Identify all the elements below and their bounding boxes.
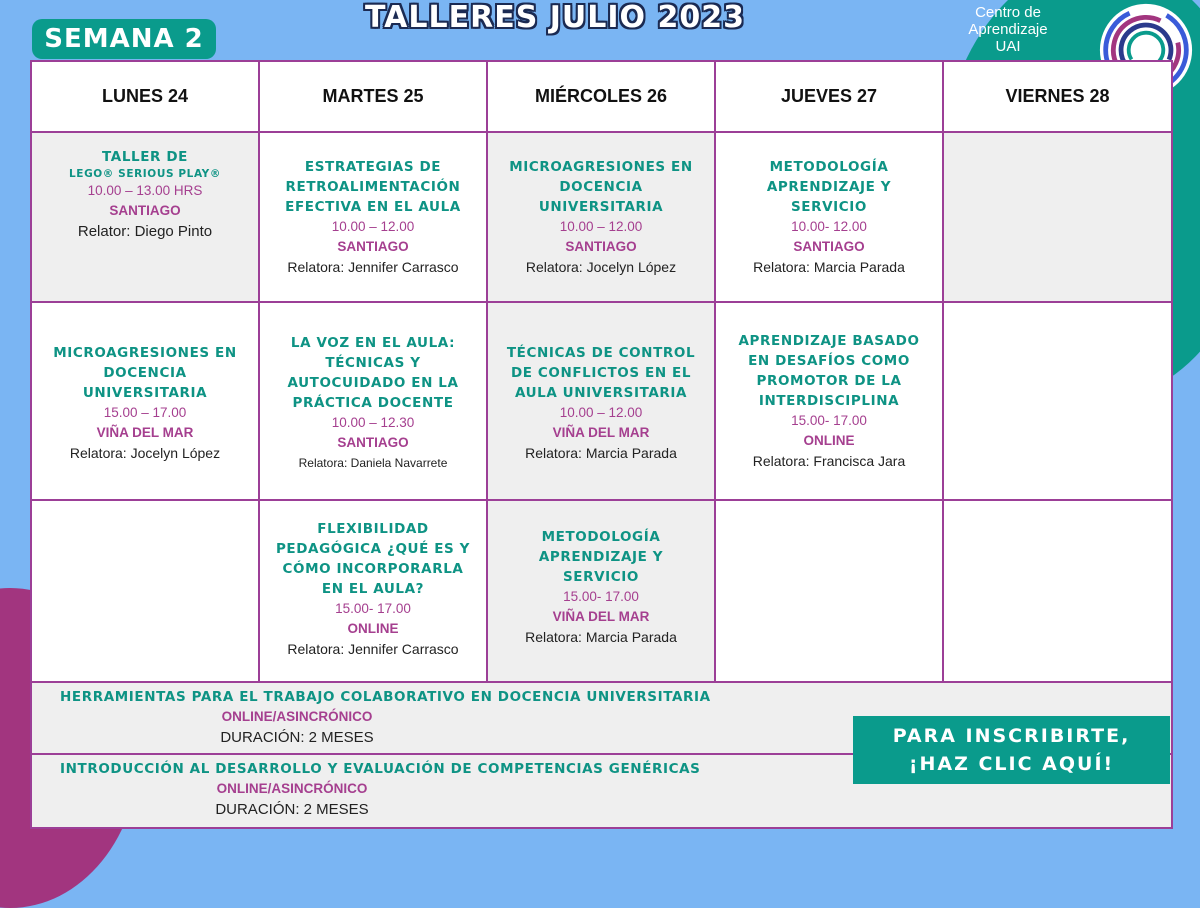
workshop-title-line: RETROALIMENTACIÓN: [285, 179, 461, 195]
empty-cell: [31, 500, 259, 682]
center-name-line: Centro de: [975, 4, 1041, 21]
empty-cell: [943, 500, 1172, 682]
schedule-table: [30, 60, 1173, 829]
center-name-line: UAI: [995, 38, 1021, 55]
workshop-time: 10.00 – 13.00 HRS: [87, 183, 203, 198]
async-course-mode: ONLINE/ASINCRÓNICO: [221, 709, 373, 724]
workshop-title-line: METODOLOGÍA: [769, 159, 889, 175]
workshop-title-line: DOCENCIA: [559, 179, 643, 195]
workshop-time: 15.00- 17.00: [563, 589, 639, 604]
center-name: [938, 4, 1078, 55]
workshop-location: SANTIAGO: [109, 203, 181, 218]
workshop-time: 15.00- 17.00: [335, 601, 411, 616]
workshop-cell[interactable]: [715, 132, 943, 302]
workshop-location: VIÑA DEL MAR: [552, 425, 650, 440]
workshop-title-line: TÉCNICAS DE CONTROL: [506, 345, 696, 361]
async-course-duration: DURACIÓN: 2 MESES: [215, 801, 369, 818]
register-button[interactable]: [853, 716, 1170, 784]
workshop-speaker: Relatora: Marcia Parada: [525, 629, 677, 645]
workshop-location: SANTIAGO: [565, 239, 637, 254]
workshop-location: VIÑA DEL MAR: [96, 425, 194, 440]
day-header: MARTES 25: [259, 61, 487, 132]
workshop-speaker: Relatora: Marcia Parada: [753, 259, 905, 275]
workshop-cell[interactable]: [259, 302, 487, 500]
workshop-location: ONLINE: [347, 621, 399, 636]
workshop-cell[interactable]: [259, 132, 487, 302]
workshop-speaker: Relator: Diego Pinto: [77, 223, 213, 240]
workshop-speaker: Relatora: Jennifer Carrasco: [287, 641, 459, 657]
workshop-time: 10.00 – 12.30: [331, 415, 415, 430]
workshop-title-line: EN EL AULA?: [321, 581, 425, 597]
day-header: JUEVES 27: [715, 61, 943, 132]
workshop-title: TALLER DE: [102, 149, 188, 165]
workshop-title-line: FLEXIBILIDAD: [317, 521, 429, 537]
workshop-title-line: TÉCNICAS Y: [325, 355, 421, 371]
async-course-duration: DURACIÓN: 2 MESES: [220, 729, 374, 746]
workshop-cell[interactable]: [31, 132, 259, 302]
workshop-title-line: UNIVERSITARIA: [82, 385, 208, 401]
workshop-title-line: CÓMO INCORPORARLA: [282, 561, 464, 577]
workshop-time: 10.00- 12.00: [791, 219, 867, 234]
workshop-title-line: SERVICIO: [562, 569, 640, 585]
workshop-title-line: APRENDIZAJE Y: [766, 179, 892, 195]
workshop-cell[interactable]: [487, 302, 715, 500]
empty-cell: [943, 132, 1172, 302]
workshop-title-line: DE CONFLICTOS EN EL: [510, 365, 692, 381]
workshop-location: VIÑA DEL MAR: [552, 609, 650, 624]
day-header: MIÉRCOLES 26: [487, 61, 715, 132]
workshop-location: ONLINE: [803, 433, 855, 448]
workshop-speaker: Relatora: Francisca Jara: [752, 453, 906, 469]
workshop-title-line: EFECTIVA EN EL AULA: [285, 199, 461, 215]
empty-cell: [715, 500, 943, 682]
workshop-location: SANTIAGO: [337, 435, 409, 450]
day-header: VIERNES 28: [943, 61, 1172, 132]
workshop-speaker: Relatora: Daniela Navarrete: [298, 456, 448, 470]
day-header: LUNES 24: [31, 61, 259, 132]
register-button-line: PARA INSCRIBIRTE,: [892, 725, 1131, 747]
workshop-title-line: ESTRATEGIAS DE: [304, 159, 442, 175]
workshop-time: 10.00 – 12.00: [559, 405, 643, 420]
workshop-title-line: UNIVERSITARIA: [538, 199, 664, 215]
workshop-title-line: INTERDISCIPLINA: [758, 393, 900, 409]
async-course-title: INTRODUCCIÓN AL DESARROLLO Y EVALUACIÓN DE COMPETENCIAS GENÉRICAS: [60, 761, 701, 777]
week-badge: SEMANA 2: [32, 19, 216, 59]
workshop-title-line: PEDAGÓGICA ¿QUÉ ES Y: [275, 541, 471, 557]
workshop-title-line: MICROAGRESIONES EN: [509, 159, 693, 175]
workshop-speaker: Relatora: Jocelyn López: [525, 259, 677, 275]
workshop-title-line: LA VOZ EN EL AULA:: [290, 335, 456, 351]
workshop-title-line: AUTOCUIDADO EN LA: [287, 375, 459, 391]
workshop-title-line: APRENDIZAJE BASADO: [738, 333, 920, 349]
workshop-cell[interactable]: [487, 132, 715, 302]
async-course-title: HERRAMIENTAS PARA EL TRABAJO COLABORATIVO EN DOCENCIA UNIVERSITARIA: [60, 689, 711, 705]
schedule-row: [31, 500, 1172, 682]
workshop-speaker: Relatora: Marcia Parada: [525, 445, 677, 461]
workshop-speaker: Relatora: Jocelyn López: [69, 445, 221, 461]
workshop-title-line: PRÁCTICA DOCENTE: [292, 395, 454, 411]
workshop-title-line: AULA UNIVERSITARIA: [514, 385, 688, 401]
workshop-title-line: MICROAGRESIONES EN: [53, 345, 237, 361]
workshop-cell[interactable]: [31, 302, 259, 500]
workshop-location: SANTIAGO: [337, 239, 409, 254]
workshop-title-line: DOCENCIA: [103, 365, 187, 381]
page-title: TALLERES JULIO 2023: [365, 0, 745, 35]
day-header-row: [31, 61, 1172, 132]
workshop-subtitle: LEGO® SERIOUS PLAY®: [69, 168, 221, 180]
async-course-mode: ONLINE/ASINCRÓNICO: [216, 781, 368, 796]
workshop-title-line: METODOLOGÍA: [541, 529, 661, 545]
workshop-title-line: APRENDIZAJE Y: [538, 549, 664, 565]
workshop-title-line: EN DESAFÍOS COMO: [748, 353, 910, 369]
register-button-line: ¡HAZ CLIC AQUÍ!: [908, 753, 1115, 775]
workshop-title-line: SERVICIO: [790, 199, 868, 215]
workshop-cell[interactable]: [259, 500, 487, 682]
workshop-speaker: Relatora: Jennifer Carrasco: [287, 259, 459, 275]
schedule-row: [31, 132, 1172, 302]
center-name-line: Aprendizaje: [968, 21, 1048, 38]
workshop-time: 10.00 – 12.00: [331, 219, 415, 234]
workshop-title-line: PROMOTOR DE LA: [756, 373, 902, 389]
workshop-time: 15.00- 17.00: [791, 413, 867, 428]
workshop-location: SANTIAGO: [793, 239, 865, 254]
workshop-time: 15.00 – 17.00: [103, 405, 187, 420]
workshop-time: 10.00 – 12.00: [559, 219, 643, 234]
workshop-cell[interactable]: [487, 500, 715, 682]
workshop-cell[interactable]: [715, 302, 943, 500]
empty-cell: [943, 302, 1172, 500]
schedule-row: [31, 302, 1172, 500]
